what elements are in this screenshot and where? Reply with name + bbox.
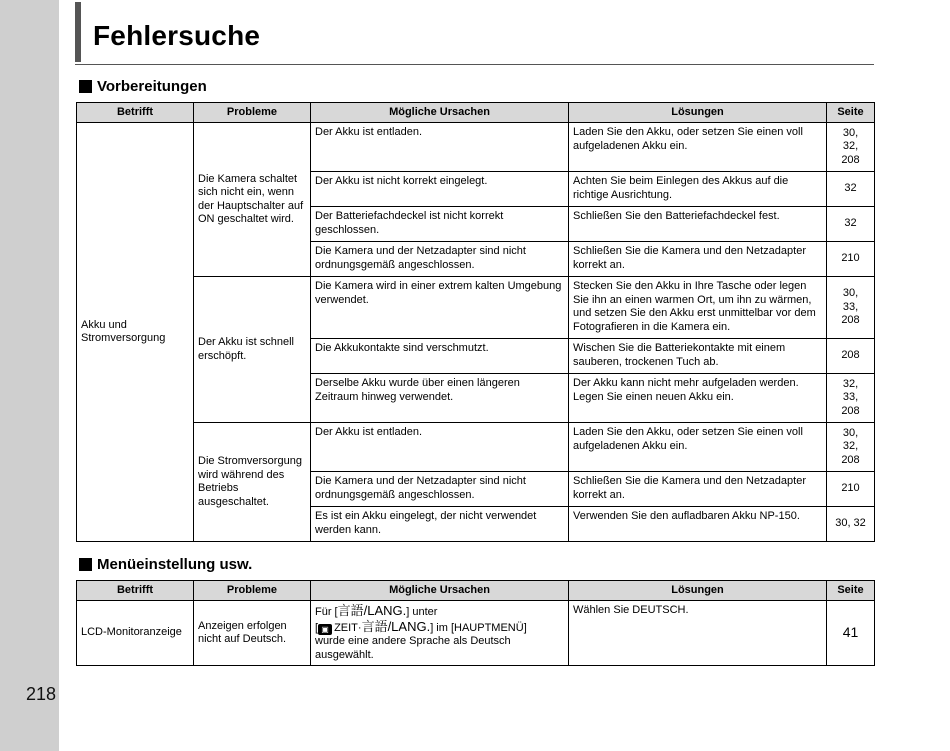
cause-cell: Es ist ein Akku eingelegt, der nicht verwendet werden kann. <box>311 507 569 542</box>
table-row <box>77 601 875 666</box>
page-title: Fehlersuche <box>93 20 261 51</box>
lang-menu-label: 言語/LANG. <box>337 603 407 618</box>
table-header-row <box>77 103 875 123</box>
cause-line-3: wurde eine andere Sprache als Deutsch ausgewählt. <box>315 635 511 661</box>
lang-menu-label: 言語/LANG. <box>361 618 431 634</box>
section-heading-menueinstellung <box>79 556 252 573</box>
table-row <box>77 277 875 339</box>
column-header: Mögliche Ursachen <box>311 581 569 601</box>
page-ref-cell: 30, 32, 208 <box>827 423 875 472</box>
column-header: Betrifft <box>77 103 194 123</box>
section-heading-label: Vorbereitungen <box>97 78 207 95</box>
cause-cell: Der Akku ist entladen. <box>311 123 569 172</box>
cause-cell: Der Akku ist entladen. <box>311 423 569 472</box>
problem-cell: Der Akku ist schnell erschöpft. <box>194 277 311 423</box>
page-ref-cell: 30, 32 <box>827 507 875 542</box>
page-ref-cell: 32 <box>827 207 875 242</box>
solution-cell: Wählen Sie DEUTSCH. <box>569 601 827 666</box>
table-row <box>77 423 875 472</box>
page-ref-cell: 210 <box>827 242 875 277</box>
page-ref-cell: 210 <box>827 472 875 507</box>
section-heading-label: Menüeinstellung usw. <box>97 556 253 573</box>
column-header: Lösungen <box>569 581 827 601</box>
page-ref-cell: 41 <box>827 601 875 666</box>
cause-cell: Die Akkukontakte sind verschmutzt. <box>311 339 569 374</box>
solution-cell: Schließen Sie die Kamera und den Netzadapter korrekt an. <box>569 472 827 507</box>
table-header-row <box>77 581 875 601</box>
cause-text: ZEIT· <box>334 621 362 634</box>
cause-text: ] unter <box>406 606 438 618</box>
solution-cell: Achten Sie beim Einlegen des Akkus auf die richtige Ausrichtung. <box>569 172 827 207</box>
solution-cell: Schließen Sie den Batteriefachdeckel fest. <box>569 207 827 242</box>
cause-cell: Die Kamera und der Netzadapter sind nicht ordnungsgemäß angeschlossen. <box>311 472 569 507</box>
column-header: Probleme <box>194 581 311 601</box>
solution-cell: Stecken Sie den Akku in Ihre Tasche oder legen Sie ihn an einen warmen Ort, um ihn zu wärmen, und setzen Sie den Akku erst unmittelbar vor dem Fotografieren in die Kamera ein. <box>569 277 827 339</box>
solution-cell: Laden Sie den Akku, oder setzen Sie einen voll aufgeladenen Akku ein. <box>569 423 827 472</box>
cause-cell: Der Akku ist nicht korrekt eingelegt. <box>311 172 569 207</box>
cause-cell: Derselbe Akku wurde über einen längeren Zeitraum hinweg verwendet. <box>311 374 569 423</box>
cause-cell: Die Kamera wird in einer extrem kalten Umgebung verwendet. <box>311 277 569 339</box>
problem-cell: Die Kamera schaltet sich nicht ein, wenn der Hauptschalter auf ON geschaltet wird. <box>194 123 311 277</box>
column-header: Betrifft <box>77 581 194 601</box>
cause-text: ] im [HAUPTMENÜ] <box>430 621 527 634</box>
subject-cell: Akku und Stromversorgung <box>77 123 194 542</box>
problem-cell: Die Stromversorgung wird während des Betriebs ausgeschaltet. <box>194 423 311 542</box>
page-ref-cell: 32, 33, 208 <box>827 374 875 423</box>
subject-cell: LCD-Monitoranzeige <box>77 601 194 666</box>
title-accent-bar <box>75 2 81 62</box>
page-number: 218 <box>26 684 57 704</box>
cause-text: [ <box>315 621 319 634</box>
column-header: Seite <box>827 103 875 123</box>
section-heading-vorbereitungen <box>79 78 207 95</box>
problem-cell: Anzeigen erfolgen nicht auf Deutsch. <box>194 601 311 666</box>
cause-cell <box>311 601 569 666</box>
column-header: Mögliche Ursachen <box>311 103 569 123</box>
table-row <box>77 123 875 172</box>
side-strip <box>0 0 59 751</box>
solution-cell: Wischen Sie die Batteriekontakte mit einem sauberen, trockenen Tuch ab. <box>569 339 827 374</box>
cause-text: Für [ <box>315 606 338 618</box>
cause-cell: Der Batteriefachdeckel ist nicht korrekt geschlossen. <box>311 207 569 242</box>
page-ref-cell: 30, 33, 208 <box>827 277 875 339</box>
cause-line-2 <box>315 620 564 636</box>
troubleshooting-table-vorbereitungen <box>76 102 875 542</box>
title-rule <box>75 64 874 65</box>
section-square-icon <box>79 80 92 93</box>
page-ref-cell: 32 <box>827 172 875 207</box>
solution-cell: Der Akku kann nicht mehr aufgeladen werden. Legen Sie einen neuen Akku ein. <box>569 374 827 423</box>
solution-cell: Laden Sie den Akku, oder setzen Sie einen voll aufgeladenen Akku ein. <box>569 123 827 172</box>
setup-icon: ▣ <box>318 624 332 635</box>
cause-line-1 <box>315 604 564 620</box>
page-ref-cell: 30, 32, 208 <box>827 123 875 172</box>
solution-cell: Schließen Sie die Kamera und den Netzadapter korrekt an. <box>569 242 827 277</box>
column-header: Lösungen <box>569 103 827 123</box>
page-ref-cell: 208 <box>827 339 875 374</box>
column-header: Seite <box>827 581 875 601</box>
section-square-icon <box>79 558 92 571</box>
troubleshooting-table-menueinstellung <box>76 580 875 666</box>
column-header: Probleme <box>194 103 311 123</box>
cause-cell: Die Kamera und der Netzadapter sind nicht ordnungsgemäß angeschlossen. <box>311 242 569 277</box>
solution-cell: Verwenden Sie den aufladbaren Akku NP-150. <box>569 507 827 542</box>
